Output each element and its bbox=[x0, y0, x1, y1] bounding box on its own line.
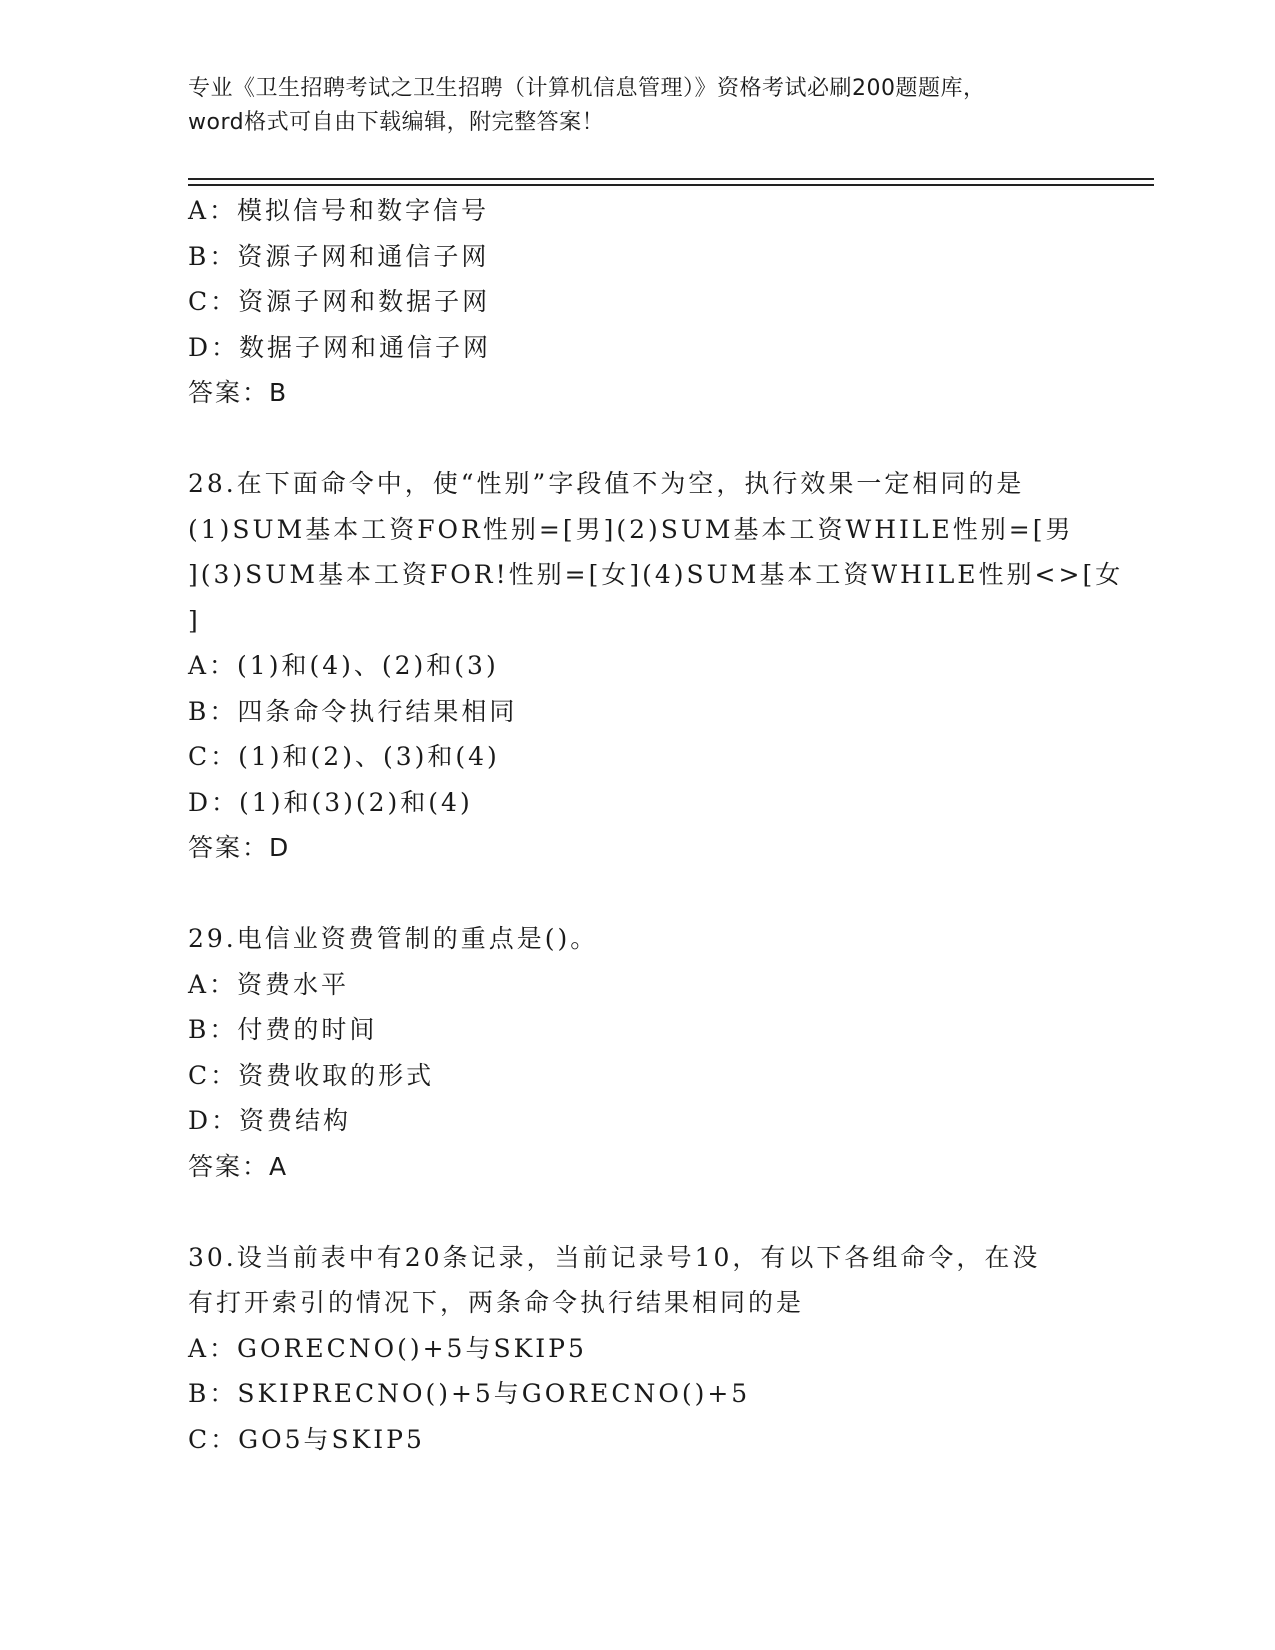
answer: 答案：A bbox=[188, 1151, 289, 1181]
option-d: D：(1)和(3)(2)和(4) bbox=[188, 787, 473, 817]
option-a: A：模拟信号和数字信号 bbox=[188, 196, 490, 225]
question-27 bbox=[188, 188, 1088, 416]
answer: 答案：D bbox=[188, 833, 291, 862]
question-stem: ](3)SUM基本工资FOR!性别=[女](4)SUM基本工资WHILE性别<>[女 bbox=[188, 560, 1124, 589]
option-c: C：资源子网和数据子网 bbox=[188, 287, 491, 316]
option-c: C：GO5与SKIP5 bbox=[188, 1424, 425, 1454]
header-rule-top bbox=[188, 178, 1154, 180]
question-stem: 30.设当前表中有20条记录，当前记录号10，有以下各组命令，在没 bbox=[188, 1242, 1041, 1272]
option-a: A：资费水平 bbox=[188, 969, 350, 999]
question-30 bbox=[188, 1235, 1088, 1463]
option-d: D：资费结构 bbox=[188, 1106, 352, 1135]
question-stem: 29.电信业资费管制的重点是()。 bbox=[188, 924, 599, 953]
option-d: D：数据子网和通信子网 bbox=[188, 332, 492, 362]
option-b: B：资源子网和通信子网 bbox=[188, 241, 490, 271]
question-stem: (1)SUM基本工资FOR性别=[男](2)SUM基本工资WHILE性别=[男 bbox=[188, 514, 1074, 544]
question-28 bbox=[188, 461, 1124, 871]
question-stem: ] bbox=[188, 605, 201, 635]
question-stem: 28.在下面命令中，使“性别”字段值不为空，执行效果一定相同的是 bbox=[188, 469, 1025, 498]
option-b: B：付费的时间 bbox=[188, 1015, 378, 1044]
header-rule-bottom bbox=[188, 184, 1154, 186]
header-line-1: 专业《卫生招聘考试之卫生招聘（计算机信息管理）》资格考试必刷200题题库， bbox=[188, 76, 986, 101]
document-header bbox=[188, 72, 1088, 140]
header-line-2: word格式可自由下载编辑，附完整答案！ bbox=[188, 110, 605, 135]
option-c: C：(1)和(2)、(3)和(4) bbox=[188, 742, 500, 771]
option-a: A：(1)和(4)、(2)和(3) bbox=[188, 651, 499, 680]
question-29 bbox=[188, 916, 1088, 1189]
option-b: B：四条命令执行结果相同 bbox=[188, 696, 518, 726]
option-b: B：SKIPRECNO()+5与GORECNO()+5 bbox=[188, 1379, 751, 1408]
option-c: C：资费收取的形式 bbox=[188, 1060, 435, 1090]
spacer bbox=[188, 416, 1088, 462]
spacer bbox=[188, 871, 1088, 917]
option-a: A：GORECNO()+5与SKIP5 bbox=[188, 1333, 587, 1363]
question-stem: 有打开索引的情况下，两条命令执行结果相同的是 bbox=[188, 1288, 805, 1317]
spacer bbox=[188, 1189, 1088, 1235]
question-list bbox=[188, 188, 1124, 1462]
answer: 答案：B bbox=[188, 378, 289, 407]
